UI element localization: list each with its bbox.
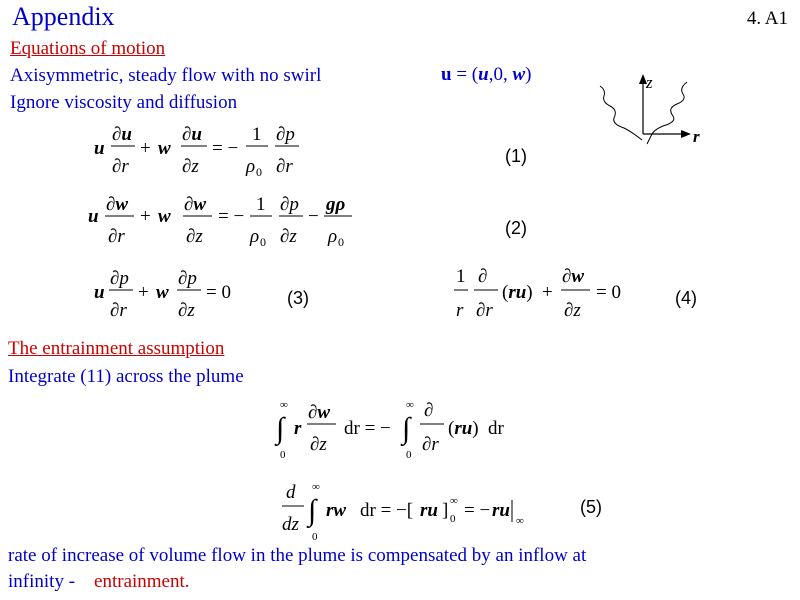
entrainment-term: entrainment: [94, 571, 185, 592]
slide-number: 4. A1: [746, 8, 788, 29]
svg-text:= −: = −: [218, 206, 245, 227]
svg-text:∂w: ∂w: [106, 194, 129, 215]
svg-text:(ru): (ru): [448, 418, 479, 439]
svg-text:= 0: = 0: [206, 282, 231, 303]
svg-text:+: +: [542, 282, 553, 303]
equation-5-number: (5): [580, 497, 602, 517]
svg-text:gρ: gρ: [326, 194, 346, 215]
svg-text:d: d: [286, 482, 296, 503]
svg-text:dr = −[: dr = −[: [360, 500, 414, 521]
svg-text:∂z: ∂z: [310, 434, 327, 455]
svg-text:dr: dr: [488, 418, 504, 439]
svg-text:∂r: ∂r: [110, 300, 127, 321]
equation-3: [90, 262, 260, 324]
equation-1: [90, 118, 330, 182]
svg-text:∫: ∫: [308, 494, 317, 527]
svg-text:∂w: ∂w: [562, 266, 585, 287]
svg-text:∞: ∞: [516, 515, 524, 527]
svg-text:∂z: ∂z: [564, 300, 581, 321]
conclusion-line-2: [8, 571, 190, 593]
svg-text:dz: dz: [282, 514, 299, 535]
section-heading-equations-of-motion: Equations of motion: [10, 38, 166, 59]
svg-text:+: +: [140, 206, 151, 227]
svg-text:∞: ∞: [450, 495, 458, 507]
svg-text:1: 1: [256, 194, 266, 215]
svg-text:∂r: ∂r: [476, 300, 493, 321]
svg-text:∂u: ∂u: [182, 124, 202, 145]
svg-text:u: u: [88, 206, 99, 227]
svg-text:∂u: ∂u: [112, 124, 132, 145]
svg-text:∞: ∞: [280, 399, 288, 411]
section-heading-entrainment-assumption: The entrainment assumption: [8, 338, 225, 359]
svg-text:∂r: ∂r: [276, 156, 293, 177]
svg-text:(ru): (ru): [502, 282, 533, 303]
equation-2: [84, 192, 384, 256]
assumption-line-ignore-viscosity: Ignore viscosity and diffusion: [10, 92, 238, 113]
svg-text:0: 0: [256, 165, 262, 179]
svg-text:= 0: = 0: [596, 282, 621, 303]
svg-text:+: +: [138, 282, 149, 303]
svg-text:1: 1: [456, 266, 466, 287]
svg-text:0: 0: [450, 513, 456, 525]
svg-text:0: 0: [312, 531, 318, 542]
svg-text:∂p: ∂p: [110, 268, 129, 289]
svg-text:∂: ∂: [424, 400, 434, 421]
svg-text:= −: = −: [464, 500, 491, 521]
svg-text:∫: ∫: [402, 412, 411, 445]
svg-text:0: 0: [260, 235, 266, 249]
svg-text:∂z: ∂z: [182, 156, 199, 177]
svg-text:= −: = −: [212, 138, 239, 159]
svg-text:1: 1: [252, 124, 262, 145]
equation-3-number: (3): [287, 288, 309, 308]
equation-4-number: (4): [675, 288, 697, 308]
conclusion-prefix: infinity -: [8, 571, 95, 592]
svg-text:0: 0: [338, 235, 344, 249]
integrate-instruction: Integrate (11) across the plume: [8, 366, 244, 387]
svg-text:dr = −: dr = −: [344, 418, 391, 439]
svg-text:∂r: ∂r: [422, 434, 439, 455]
equation-4: [452, 262, 642, 324]
z-axis-label: z: [646, 73, 653, 92]
svg-text:r: r: [456, 300, 464, 321]
svg-text:∂z: ∂z: [186, 226, 203, 247]
assumption-line-axisymmetric: Axisymmetric, steady flow with no swirl: [10, 65, 322, 86]
svg-text:∫: ∫: [276, 412, 285, 445]
conclusion-line-1: rate of increase of volume flow in the plume is compensated by an inflow at: [8, 545, 587, 566]
svg-text:ru: ru: [420, 500, 438, 521]
svg-text:0: 0: [406, 449, 412, 461]
svg-text:w: w: [158, 206, 171, 227]
svg-text:ρ: ρ: [250, 226, 260, 247]
svg-text:]: ]: [442, 500, 449, 521]
svg-text:∂: ∂: [478, 266, 488, 287]
svg-text:ρ: ρ: [328, 226, 338, 247]
plume-left-edge: [600, 86, 642, 140]
axes-sketch: [595, 68, 715, 148]
svg-text:∞: ∞: [406, 399, 414, 411]
svg-text:∂w: ∂w: [308, 402, 331, 423]
svg-text:∂r: ∂r: [108, 226, 125, 247]
svg-text:ru: ru: [492, 500, 510, 521]
equation-5: [278, 476, 568, 542]
svg-text:∂p: ∂p: [280, 194, 299, 215]
svg-text:−: −: [308, 206, 319, 227]
svg-text:rw: rw: [326, 500, 347, 521]
integral-equation: [272, 394, 532, 464]
velocity-vector: u = (u,0, w): [441, 64, 532, 85]
svg-text:+: +: [140, 138, 151, 159]
r-axis-arrowhead: [681, 130, 691, 138]
conclusion-period: .: [184, 571, 190, 592]
svg-text:∂r: ∂r: [112, 156, 129, 177]
svg-text:ρ: ρ: [246, 156, 256, 177]
svg-text:∂w: ∂w: [184, 194, 207, 215]
equation-2-number: (2): [505, 218, 527, 238]
svg-text:w: w: [156, 282, 169, 303]
svg-text:0: 0: [280, 449, 286, 461]
equation-1-number: (1): [505, 146, 527, 166]
svg-text:w: w: [158, 138, 171, 159]
svg-text:∞: ∞: [312, 481, 320, 493]
svg-text:∂p: ∂p: [276, 124, 295, 145]
slide-title: Appendix: [12, 2, 115, 31]
svg-text:r: r: [294, 418, 302, 439]
svg-text:∂z: ∂z: [280, 226, 297, 247]
svg-text:u: u: [94, 138, 105, 159]
r-axis-label: r: [693, 127, 700, 146]
svg-text:∂z: ∂z: [178, 300, 195, 321]
svg-text:u: u: [94, 282, 105, 303]
svg-text:∂p: ∂p: [178, 268, 197, 289]
